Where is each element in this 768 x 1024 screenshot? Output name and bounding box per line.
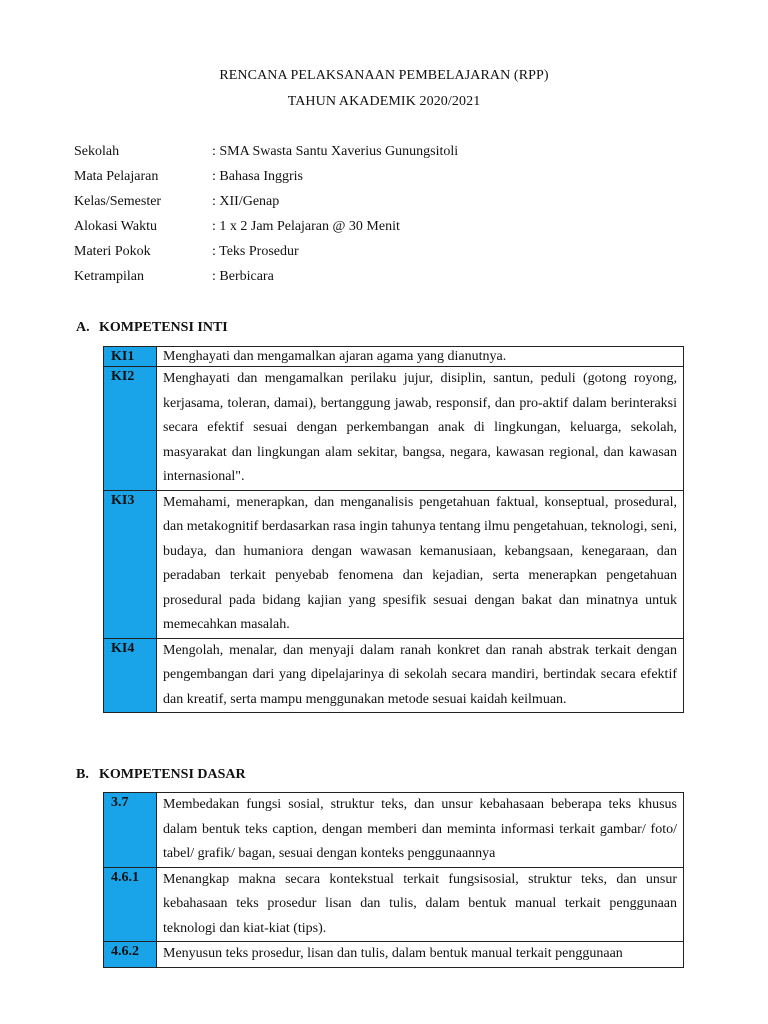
competency-code: 4.6.1	[104, 867, 157, 942]
section-heading-kompetensi-inti	[76, 320, 228, 336]
table-row	[104, 490, 684, 638]
identity-label: Kelas/Semester	[74, 194, 162, 209]
section-heading-kompetensi-dasar	[76, 767, 246, 783]
identity-row-school	[74, 144, 458, 169]
section-title: KOMPETENSI DASAR	[99, 767, 246, 782]
section-number: B.	[76, 767, 89, 782]
identity-label: Ketrampilan	[74, 269, 144, 284]
kompetensi-dasar-table	[103, 792, 684, 968]
identity-block	[74, 144, 458, 294]
identity-value: : Berbicara	[212, 269, 274, 284]
identity-row-skill	[74, 269, 458, 294]
identity-row-class	[74, 194, 458, 219]
identity-label: Sekolah	[74, 144, 120, 159]
competency-code: 4.6.2	[104, 942, 157, 968]
competency-text: Menangkap makna secara kontekstual terkait fungsisosial, struktur teks, dan unsur kebahasaan teks prosedur lisan dan tulis, dalam bentuk manual terkait penggunaan teknologi dan kiat-kiat (tips).	[157, 867, 684, 942]
identity-row-subject	[74, 169, 458, 194]
identity-label: Mata Pelajaran	[74, 169, 159, 184]
table-row	[104, 638, 684, 713]
identity-value: : Teks Prosedur	[212, 244, 299, 259]
identity-value: : Bahasa Inggris	[212, 169, 303, 184]
table-row	[104, 367, 684, 491]
competency-code: KI1	[104, 347, 157, 367]
table-row	[104, 942, 684, 968]
competency-code: KI3	[104, 490, 157, 638]
competency-code: 3.7	[104, 793, 157, 868]
competency-code: KI4	[104, 638, 157, 713]
table-row	[104, 793, 684, 868]
identity-label: Alokasi Waktu	[74, 219, 157, 234]
competency-text: Menghayati dan mengamalkan perilaku jujur, disiplin, santun, peduli (gotong royong, kerjasama, toleran, damai), bertanggung jawab, responsif, dan pro-aktif dalam berinteraksi secara efektif sesuai dengan perkembangan anak di lingkungan, keluarga, sekolah, masyarakat dan lingkungan alam sekitar, bangsa, negara, kawasan regional, dan kawasan internasional".	[157, 367, 684, 491]
table-row	[104, 347, 684, 367]
competency-text: Memahami, menerapkan, dan menganalisis pengetahuan faktual, konseptual, prosedural, dan metakognitif berdasarkan rasa ingin tahunya tentang ilmu pengetahuan, teknologi, seni, budaya, dan humaniora dengan wawasan kemanusiaan, kebangsaan, kenegaraan, dan peradaban terkait penyebab fenomena dan kejadian, serta menerapkan pengetahuan prosedural pada bidang kajian yang spesifik sesuai dengan bakat dan minatnya untuk memecahkan masalah.	[157, 490, 684, 638]
table-row	[104, 867, 684, 942]
identity-value: : 1 x 2 Jam Pelajaran @ 30 Menit	[212, 219, 400, 234]
identity-label: Materi Pokok	[74, 244, 151, 259]
identity-value: : SMA Swasta Santu Xaverius Gunungsitoli	[212, 144, 459, 159]
identity-value: : XII/Genap	[212, 194, 280, 209]
identity-row-time	[74, 219, 458, 244]
document-subtitle: TAHUN AKADEMIK 2020/2021	[287, 94, 481, 109]
section-number: A.	[76, 320, 90, 335]
competency-text: Menyusun teks prosedur, lisan dan tulis, dalam bentuk manual terkait penggunaan	[157, 942, 684, 968]
competency-text: Mengolah, menalar, dan menyaji dalam ranah konkret dan ranah abstrak terkait dengan pengembangan dari yang dipelajarinya di sekolah secara mandiri, bertindak secara efektif dan kreatif, serta mampu menggunakan metode sesuai kaidah keilmuan.	[157, 638, 684, 713]
competency-text: Menghayati dan mengamalkan ajaran agama yang dianutnya.	[157, 347, 684, 367]
identity-row-topic	[74, 244, 458, 269]
competency-text: Membedakan fungsi sosial, struktur teks, dan unsur kebahasaan beberapa teks khusus dalam bentuk teks caption, dengan memberi dan meminta informasi terkait gambar/ foto/ tabel/ grafik/ bagan, sesuai dengan konteks penggunaannya	[157, 793, 684, 868]
document-title: RENCANA PELAKSANAAN PEMBELAJARAN (RPP)	[219, 68, 549, 83]
competency-code: KI2	[104, 367, 157, 491]
kompetensi-inti-table	[103, 346, 684, 713]
section-title: KOMPETENSI INTI	[99, 320, 228, 335]
